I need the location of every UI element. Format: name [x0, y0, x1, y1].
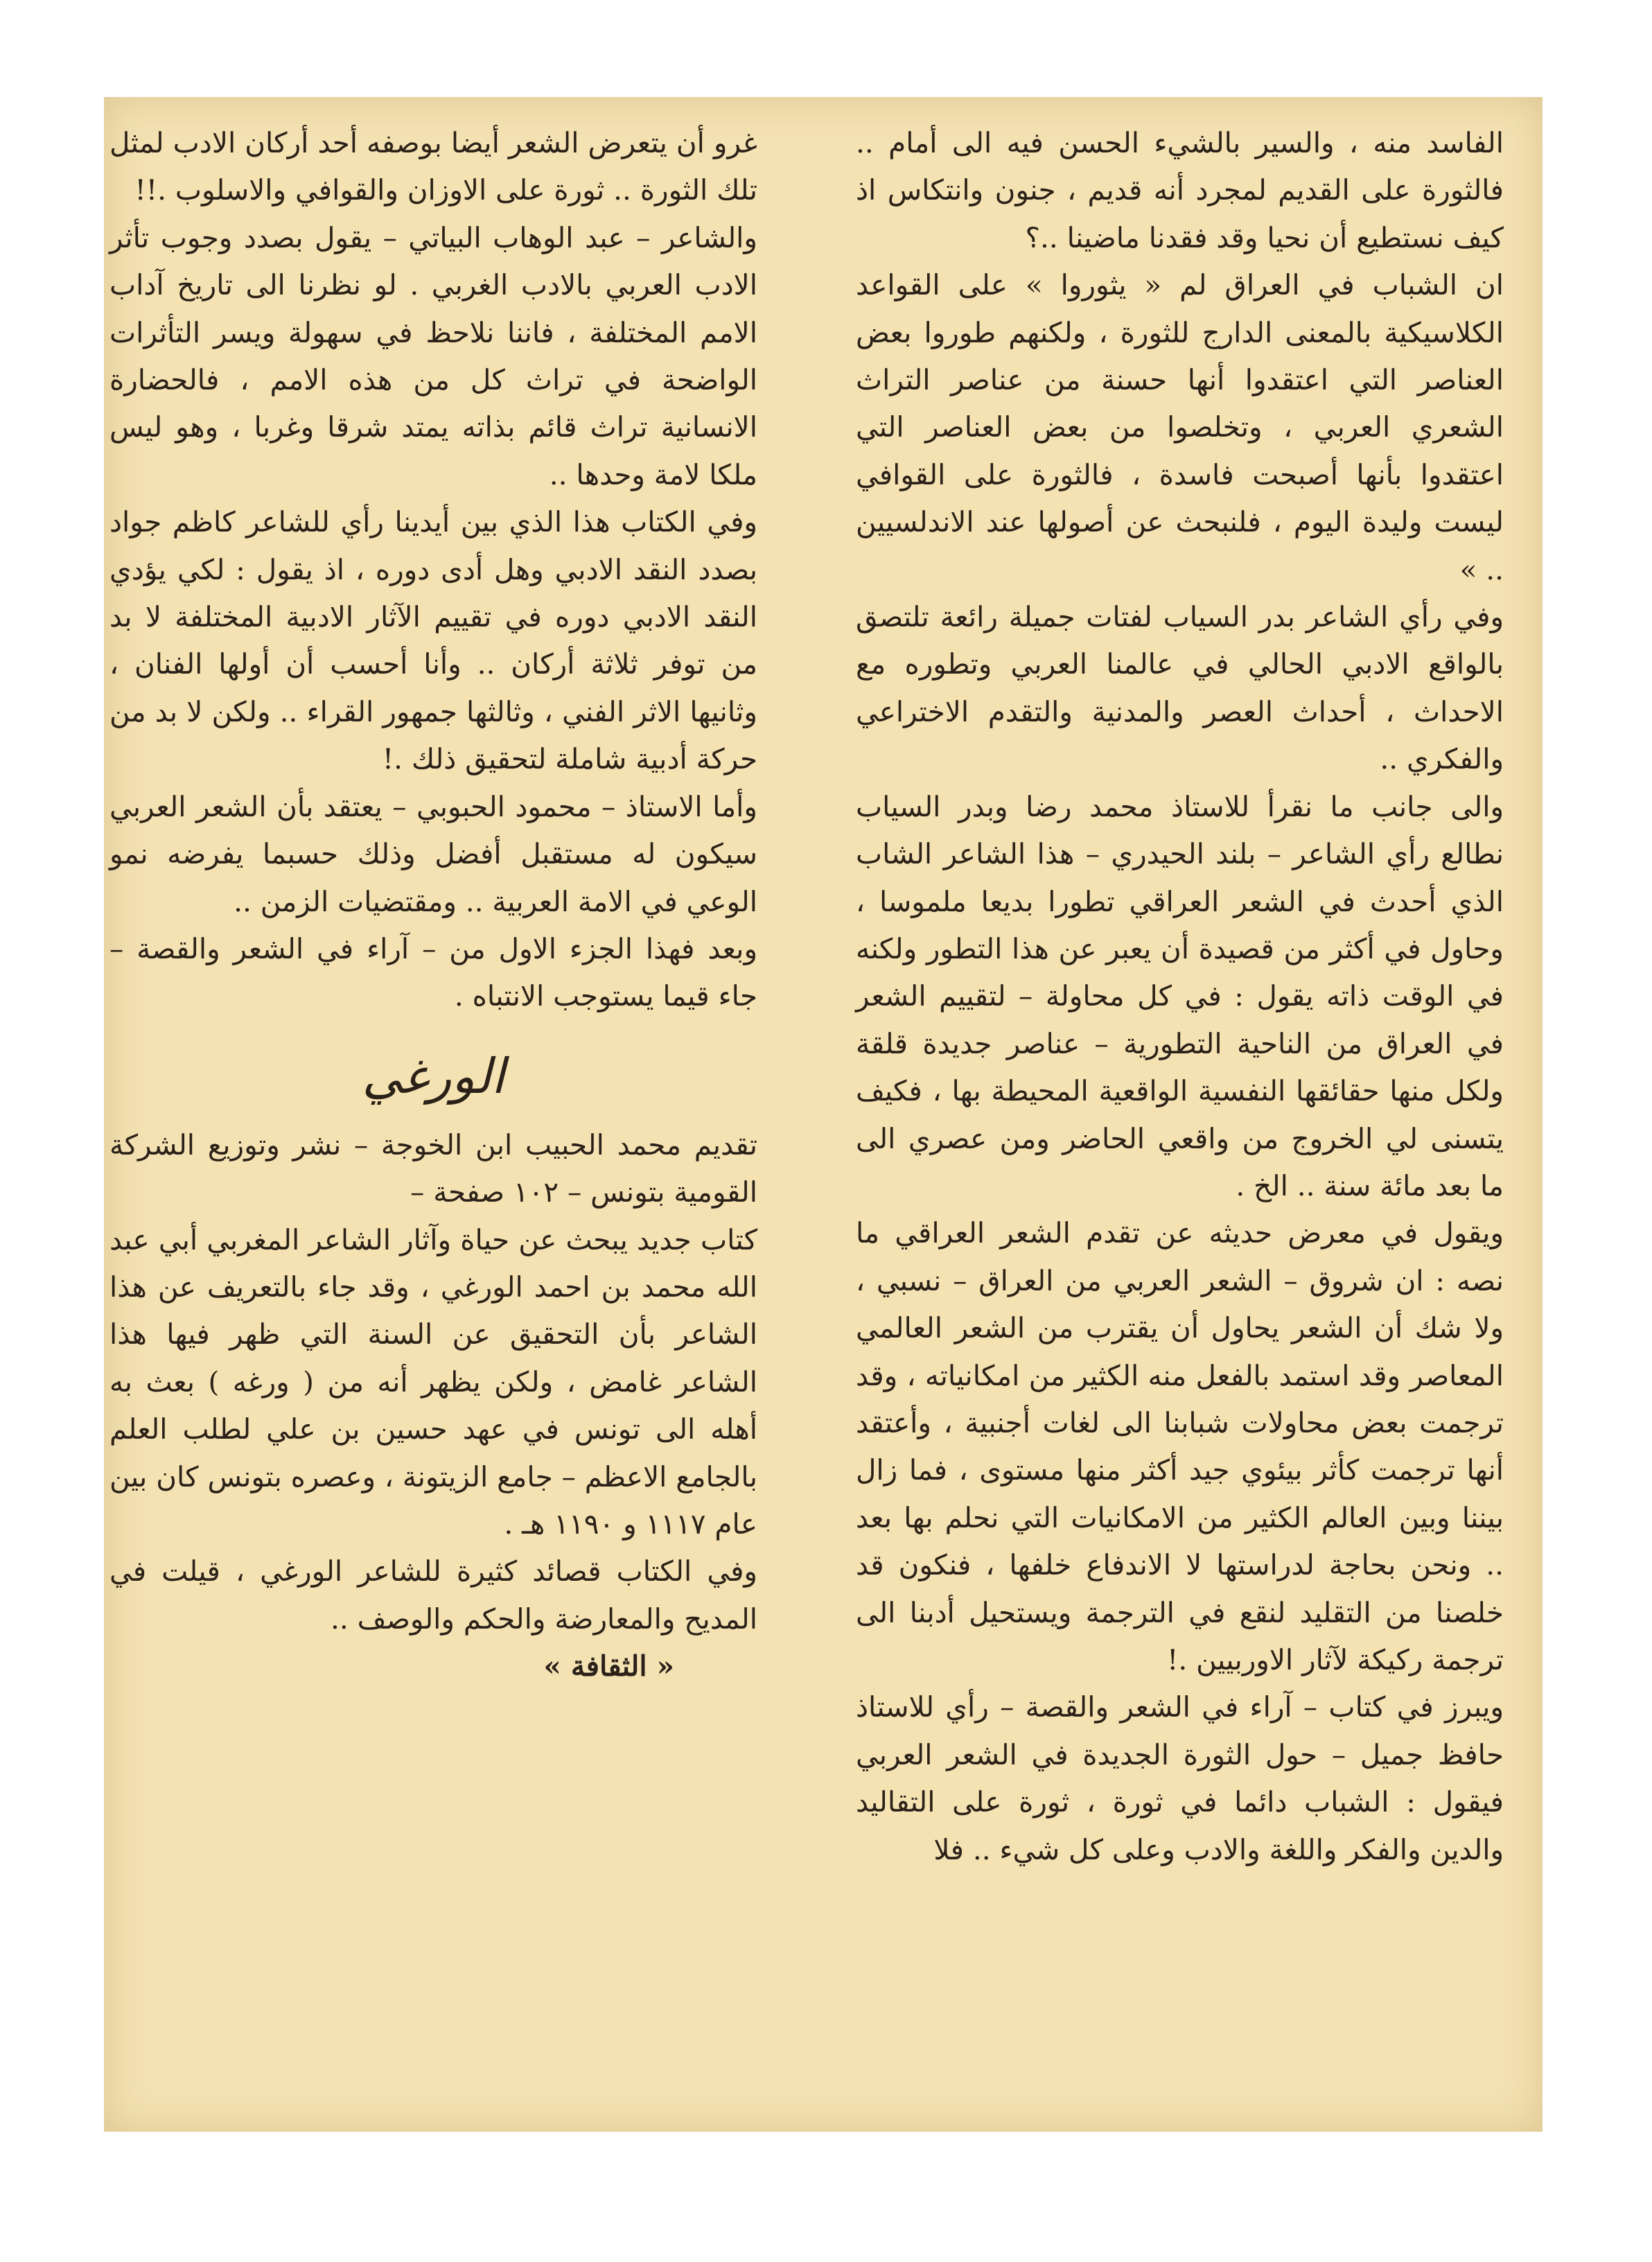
paragraph: وفي رأي الشاعر بدر السياب لفتات جميلة رائعة تلتصق بالواقع الادبي الحالي في عالمنا العربي وتطوره مع الاحداث ، أحداث العصر والمدنية والتقدم الاختراعي والفكري .. — [856, 600, 1504, 776]
paragraph: ويبرز في كتاب – آراء في الشعر والقصة – رأي للاستاذ حافظ جميل – حول الثورة الجديدة في الشعر العربي فيقول : الشباب دائما في ثورة ، ثورة على التقاليد والدين والفكر واللغة والادب وعلى كل شيء .. فلا — [856, 1690, 1504, 1866]
paragraph: ويقول في معرض حديثه عن تقدم الشعر العراقي ما نصه : ان شروق – الشعر العربي من العراق – نسبي ، ولا شك أن الشعر يحاول أن يقترب من الشعر العالمي المعاصر وقد استمد بالفعل منه الكثير من امكانياته ، وقد ترجمت بعض محاولات شبابنا الى لغات أجنبية ، وأعتقد أنها ترجمت كأثر بيئوي جيد أكثر منها مستوى ، فما زال بيننا وبين العالم الكثير من الامكانيات التي نحلم بها بعد .. ونحن بحاجة لدراستها لا الاندفاع خلفها ، فنكون قد خلصنا من التقليد لنقع في الترجمة ويستحيل أدبنا الى ترجمة ركيكة لآثار الاوربيين .! — [856, 1216, 1504, 1676]
source-signature: « الثقافة » — [543, 1649, 674, 1683]
paragraph: غرو أن يتعرض الشعر أيضا بوصفه أحد أركان الادب لمثل تلك الثورة .. ثورة على الاوزان والقوافي والاسلوب .!! — [109, 126, 757, 207]
paragraph: وبعد فهذا الجزء الاول من – آراء في الشعر والقصة – جاء قيما يستوجب الانتباه . — [109, 931, 757, 1013]
book-title: الورغي — [362, 1047, 505, 1105]
book-publication-info: تقديم محمد الحبيب ابن الخوجة – نشر وتوزيع الشركة القومية بتونس – ١٠٢ صفحة – — [109, 1128, 757, 1209]
paragraph: والشاعر – عبد الوهاب البياتي – يقول بصدد وجوب تأثر الادب العربي بالادب الغربي . لو نظرنا الى تاريخ آداب الامم المختلفة ، فاننا نلاحظ في سهولة ويسر التأثرات الواضحة في تراث كل من هذه الامم ، فالحضارة الانسانية تراث قائم بذاته يمتد شرقا وغربا ، وهو ليس ملكا لامة وحدها .. — [109, 220, 757, 491]
right-column — [856, 119, 1504, 1873]
paragraph: وأما الاستاذ – محمود الحبوبي – يعتقد بأن الشعر العربي سيكون له مستقبل أفضل وذلك حسبما يفرضه نمو الوعي في الامة العربية .. ومقتضيات الزمن .. — [109, 789, 757, 918]
page-paper — [104, 97, 1543, 2132]
paragraph: الفاسد منه ، والسير بالشيء الحسن فيه الى أمام .. فالثورة على القديم لمجرد أنه قديم ، جنون وانتكاس اذ كيف نستطيع أن نحيا وقد فقدنا ماضينا ..؟ — [856, 126, 1504, 254]
paragraph: كتاب جديد يبحث عن حياة وآثار الشاعر المغربي أبي عبد الله محمد بن احمد الورغي ، وقد جاء بالتعريف عن هذا الشاعر بأن التحقيق عن السنة التي ظهر فيها هذا الشاعر غامض ، ولكن يظهر أنه من ( ورغه ) بعث به أهله الى تونس في عهد حسين بن علي لطلب العلم بالجامع الاعظم – جامع الزيتونة ، وعصره بتونس كان بين عام ١١١٧ و ١١٩٠ هـ . — [109, 1222, 757, 1541]
paragraph: والى جانب ما نقرأ للاستاذ محمد رضا وبدر السياب نطالع رأي الشاعر – بلند الحيدري – هذا الشاعر الشاب الذي أحدث في الشعر العراقي تطورا بديعا ملموسا ، وحاول في أكثر من قصيدة أن يعبر عن هذا التطور ولكنه في الوقت ذاته يقول : في كل محاولة – لتقييم الشعر في العراق من الناحية التطورية – عناصر جديدة قلقة ولكل منها حقائقها النفسية الواقعية المحيطة بها ، فكيف يتسنى لي الخروج من واقعي الحاضر ومن عصري الى ما بعد مائة سنة .. الخ . — [856, 789, 1504, 1202]
paragraph: وفي الكتاب هذا الذي بين أيدينا رأي للشاعر كاظم جواد بصدد النقد الادبي وهل أدى دوره ، اذ يقول : لكي يؤدي النقد الادبي دوره في تقييم الآثار الادبية المختلفة لا بد من توفر ثلاثة أركان .. وأنا أحسب أن أولها الفنان ، وثانيها الاثر الفني ، وثالثها جمهور القراء .. ولكن لا بد من حركة أدبية شاملة لتحقيق ذلك .! — [109, 505, 757, 776]
paragraph: وفي الكتاب قصائد كثيرة للشاعر الورغي ، قيلت في المديح والمعارضة والحكم والوصف .. — [109, 1554, 757, 1636]
left-column — [109, 119, 757, 1690]
paragraph: ان الشباب في العراق لم « يثوروا » على القواعد الكلاسيكية بالمعنى الدارج للثورة ، ولكنهم طوروا بعض العناصر التي اعتقدوا أنها حسنة من عناصر التراث الشعري العربي ، وتخلصوا من بعض العناصر التي اعتقدوا بأنها أصبحت فاسدة ، فالثورة على القوافي ليست وليدة اليوم ، فلنبحث عن أصولها عند الاندلسيين .. » — [856, 268, 1504, 586]
